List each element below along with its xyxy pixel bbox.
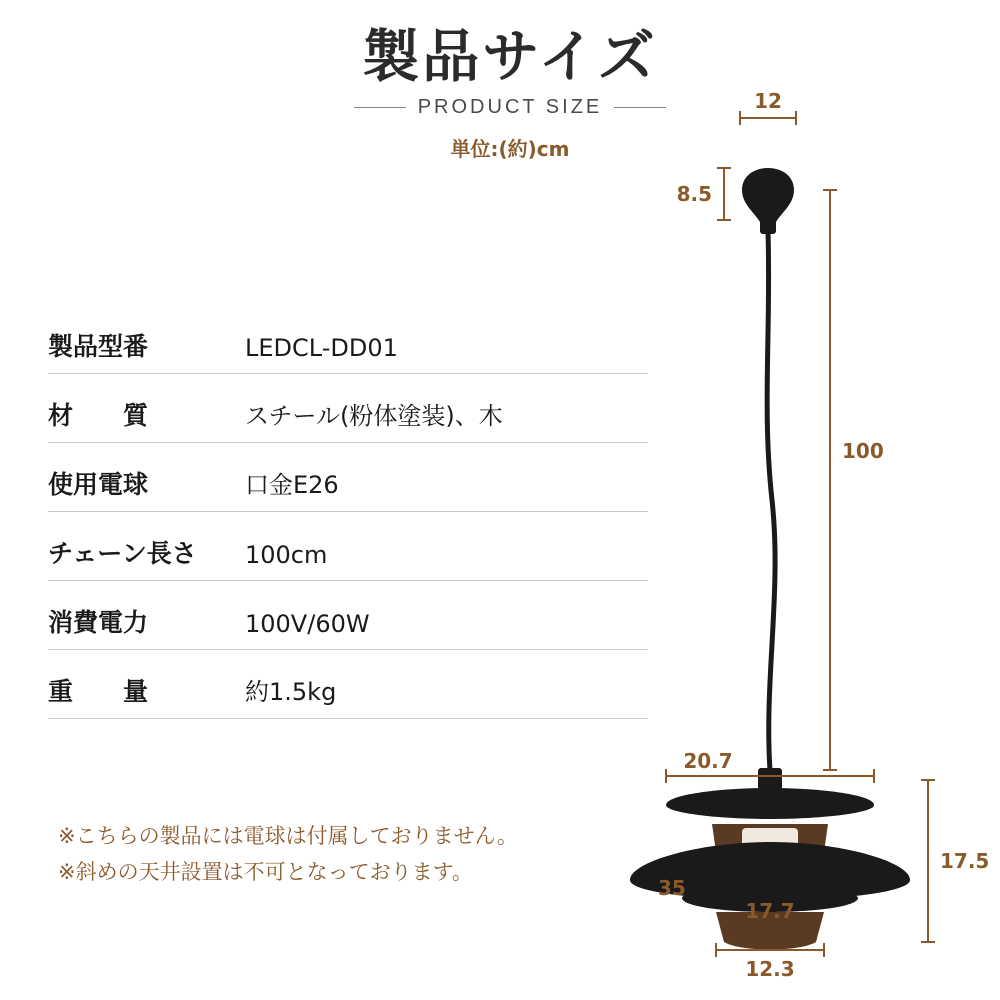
canopy-shape: [742, 168, 794, 234]
page-subtitle: PRODUCT SIZE: [417, 95, 603, 118]
spec-label: 重 量: [48, 677, 149, 706]
top-shade-disc: [666, 788, 874, 819]
spec-table: [48, 305, 648, 719]
spec-value: 口金E26: [245, 471, 339, 499]
power-cord: [767, 232, 775, 770]
dim-base-width-label: 12.3: [745, 957, 795, 980]
dim-main-shade-width: [658, 876, 686, 900]
dim-canopy-width-label: 12: [754, 89, 782, 113]
dim-mid-shade-width-label: 17.7: [745, 899, 795, 923]
dim-shade-height: [921, 780, 989, 942]
spec-value: 約1.5kg: [245, 678, 337, 706]
dim-cord-length: [823, 190, 884, 770]
spec-label: 製品型番: [48, 332, 149, 361]
spec-label: チェーン長さ: [48, 539, 197, 568]
dim-canopy-height: [677, 168, 731, 220]
dim-canopy-height-label: 8.5: [676, 182, 712, 206]
note-line: ※斜めの天井設置は不可となっております。: [58, 860, 473, 885]
spec-label: 消費電力: [48, 608, 149, 637]
spec-value: 100V/60W: [245, 610, 370, 638]
table-row: [48, 305, 648, 374]
spec-label: 材 質: [48, 401, 149, 430]
dim-top-shade-width-label: 20.7: [683, 749, 733, 773]
spec-value: LEDCL-DD01: [245, 334, 398, 362]
spec-label: 使用電球: [48, 470, 149, 499]
rule-left: [354, 107, 406, 108]
notes-block: [58, 818, 518, 890]
spec-value: 100cm: [245, 541, 328, 569]
dim-canopy-width: [740, 89, 796, 125]
note-line: ※こちらの製品には電球は付属しておりません。: [58, 824, 518, 848]
dim-cord-length-label: 100: [842, 439, 884, 463]
dim-main-shade-width-label: 35: [658, 876, 686, 900]
table-row: [48, 443, 648, 512]
table-row: [48, 581, 648, 650]
table-row: [48, 512, 648, 581]
socket-shape: [758, 768, 782, 790]
page-title: 製品サイズ: [362, 24, 658, 90]
unit-note: 単位:(約)cm: [450, 136, 570, 161]
product-diagram: [620, 80, 1000, 980]
dim-shade-height-label: 17.5: [940, 849, 990, 873]
table-row: [48, 650, 648, 719]
spec-value: スチール(粉体塗装)、木: [245, 402, 503, 430]
table-row: [48, 374, 648, 443]
dim-mid-shade-width: [745, 899, 794, 923]
